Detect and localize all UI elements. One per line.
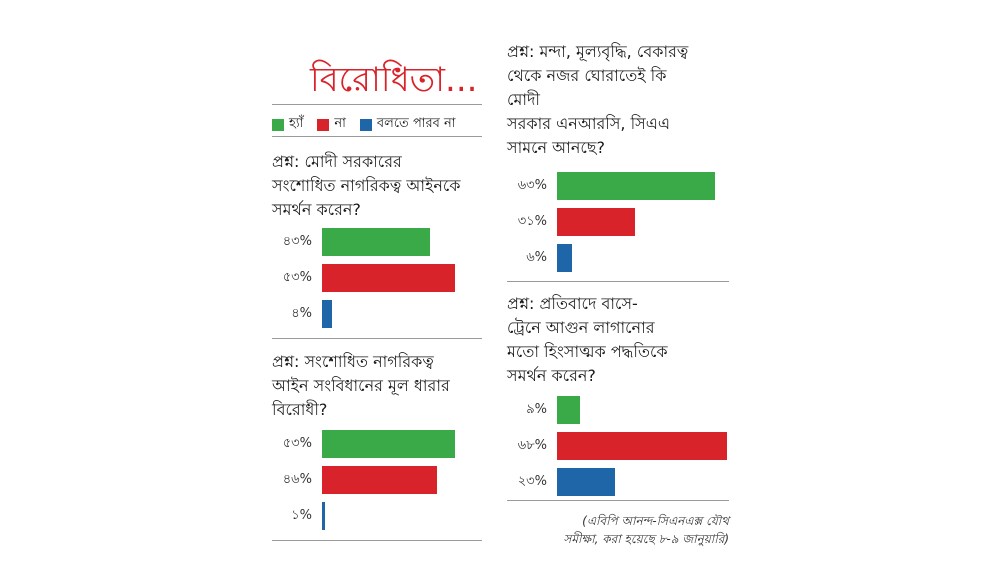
legend-label: না xyxy=(334,116,346,131)
section-divider xyxy=(272,338,482,339)
question-1 xyxy=(272,150,461,222)
question-2-line: আইন সংবিধানের মূল ধারার xyxy=(272,376,450,395)
legend-item-yes xyxy=(272,114,303,135)
legend-swatch xyxy=(360,119,372,131)
section-divider xyxy=(507,281,729,282)
question-3-line: মোদী xyxy=(507,90,540,109)
bar-value-label: ৩১% xyxy=(517,214,547,229)
chart-3 xyxy=(507,172,729,272)
bar-yes xyxy=(322,430,455,458)
bar-value-label: ২৩% xyxy=(517,474,547,489)
question-4 xyxy=(507,292,668,388)
question-2 xyxy=(272,350,450,422)
question-3-line: থেকে নজর ঘোরাতেই কি xyxy=(507,66,667,85)
legend-swatch xyxy=(272,119,284,131)
bar-cant-say xyxy=(557,244,572,272)
bar-cant-say xyxy=(322,502,325,530)
legend-divider xyxy=(272,136,482,137)
bar-value-label: ৬৮% xyxy=(517,438,547,453)
question-2-line: বিরোধী? xyxy=(272,400,328,419)
question-3-line: সামনে আনছে? xyxy=(507,138,605,157)
section-divider xyxy=(272,540,482,541)
bar-value-label: ১% xyxy=(291,508,312,523)
bar-no xyxy=(557,432,727,460)
bar-value-label: ৪৩% xyxy=(282,234,312,249)
bar-no xyxy=(557,208,635,236)
question-2-line: প্রশ্ন: সংশোধিত নাগরিকত্ব xyxy=(272,352,434,371)
bar-value-label: ৫৩% xyxy=(282,436,312,451)
bar-value-label: ৬৩% xyxy=(517,178,547,193)
legend-item-no xyxy=(317,114,346,135)
title-divider xyxy=(272,104,482,105)
bar-no xyxy=(322,264,455,292)
question-1-line: প্রশ্ন: মোদী সরকারের xyxy=(272,152,402,171)
question-3-line: সরকার এনআরসি, সিএএ xyxy=(507,114,671,133)
section-divider xyxy=(507,500,729,501)
legend-item-cant-say xyxy=(360,114,456,135)
chart-2 xyxy=(272,430,482,530)
source-line: সমীক্ষা, করা হয়েছে ৮-৯ জানুয়ারি) xyxy=(563,532,729,546)
bar-yes xyxy=(322,228,430,256)
bar-value-label: ৯% xyxy=(526,402,547,417)
question-3-line: প্রশ্ন: মন্দা, মূল্যবৃদ্ধি, বেকারত্ব xyxy=(507,42,689,61)
bar-value-label: ৬% xyxy=(526,250,547,265)
question-1-line: সংশোধিত নাগরিকত্ব আইনকে xyxy=(272,176,461,195)
legend-label: বলতে পারব না xyxy=(376,116,456,131)
source-line: (এবিপি আনন্দ-সিএনএক্স যৌথ xyxy=(582,514,729,528)
bar-no xyxy=(322,466,437,494)
question-3 xyxy=(507,40,688,160)
question-1-line: সমর্থন করেন? xyxy=(272,200,361,219)
bar-yes xyxy=(557,172,715,200)
legend xyxy=(272,114,470,135)
bar-value-label: ৪% xyxy=(291,306,312,321)
page-title: বিরোধিতা... xyxy=(310,60,478,100)
bar-cant-say xyxy=(322,300,332,328)
legend-swatch xyxy=(317,119,329,131)
bar-cant-say xyxy=(557,468,615,496)
question-4-line: ট্রেনে আগুন লাগানোর xyxy=(507,318,655,337)
chart-1 xyxy=(272,228,482,328)
bar-yes xyxy=(557,396,580,424)
bar-value-label: ৪৬% xyxy=(282,472,312,487)
question-4-line: মতো হিংসাত্মক পদ্ধতিকে xyxy=(507,342,668,361)
legend-label: হ্যাঁ xyxy=(289,116,304,131)
source-note xyxy=(507,512,729,548)
question-4-line: প্রশ্ন: প্রতিবাদে বাসে- xyxy=(507,294,638,313)
bar-value-label: ৫৩% xyxy=(282,270,312,285)
chart-4 xyxy=(507,396,729,496)
question-4-line: সমর্থন করেন? xyxy=(507,366,596,385)
